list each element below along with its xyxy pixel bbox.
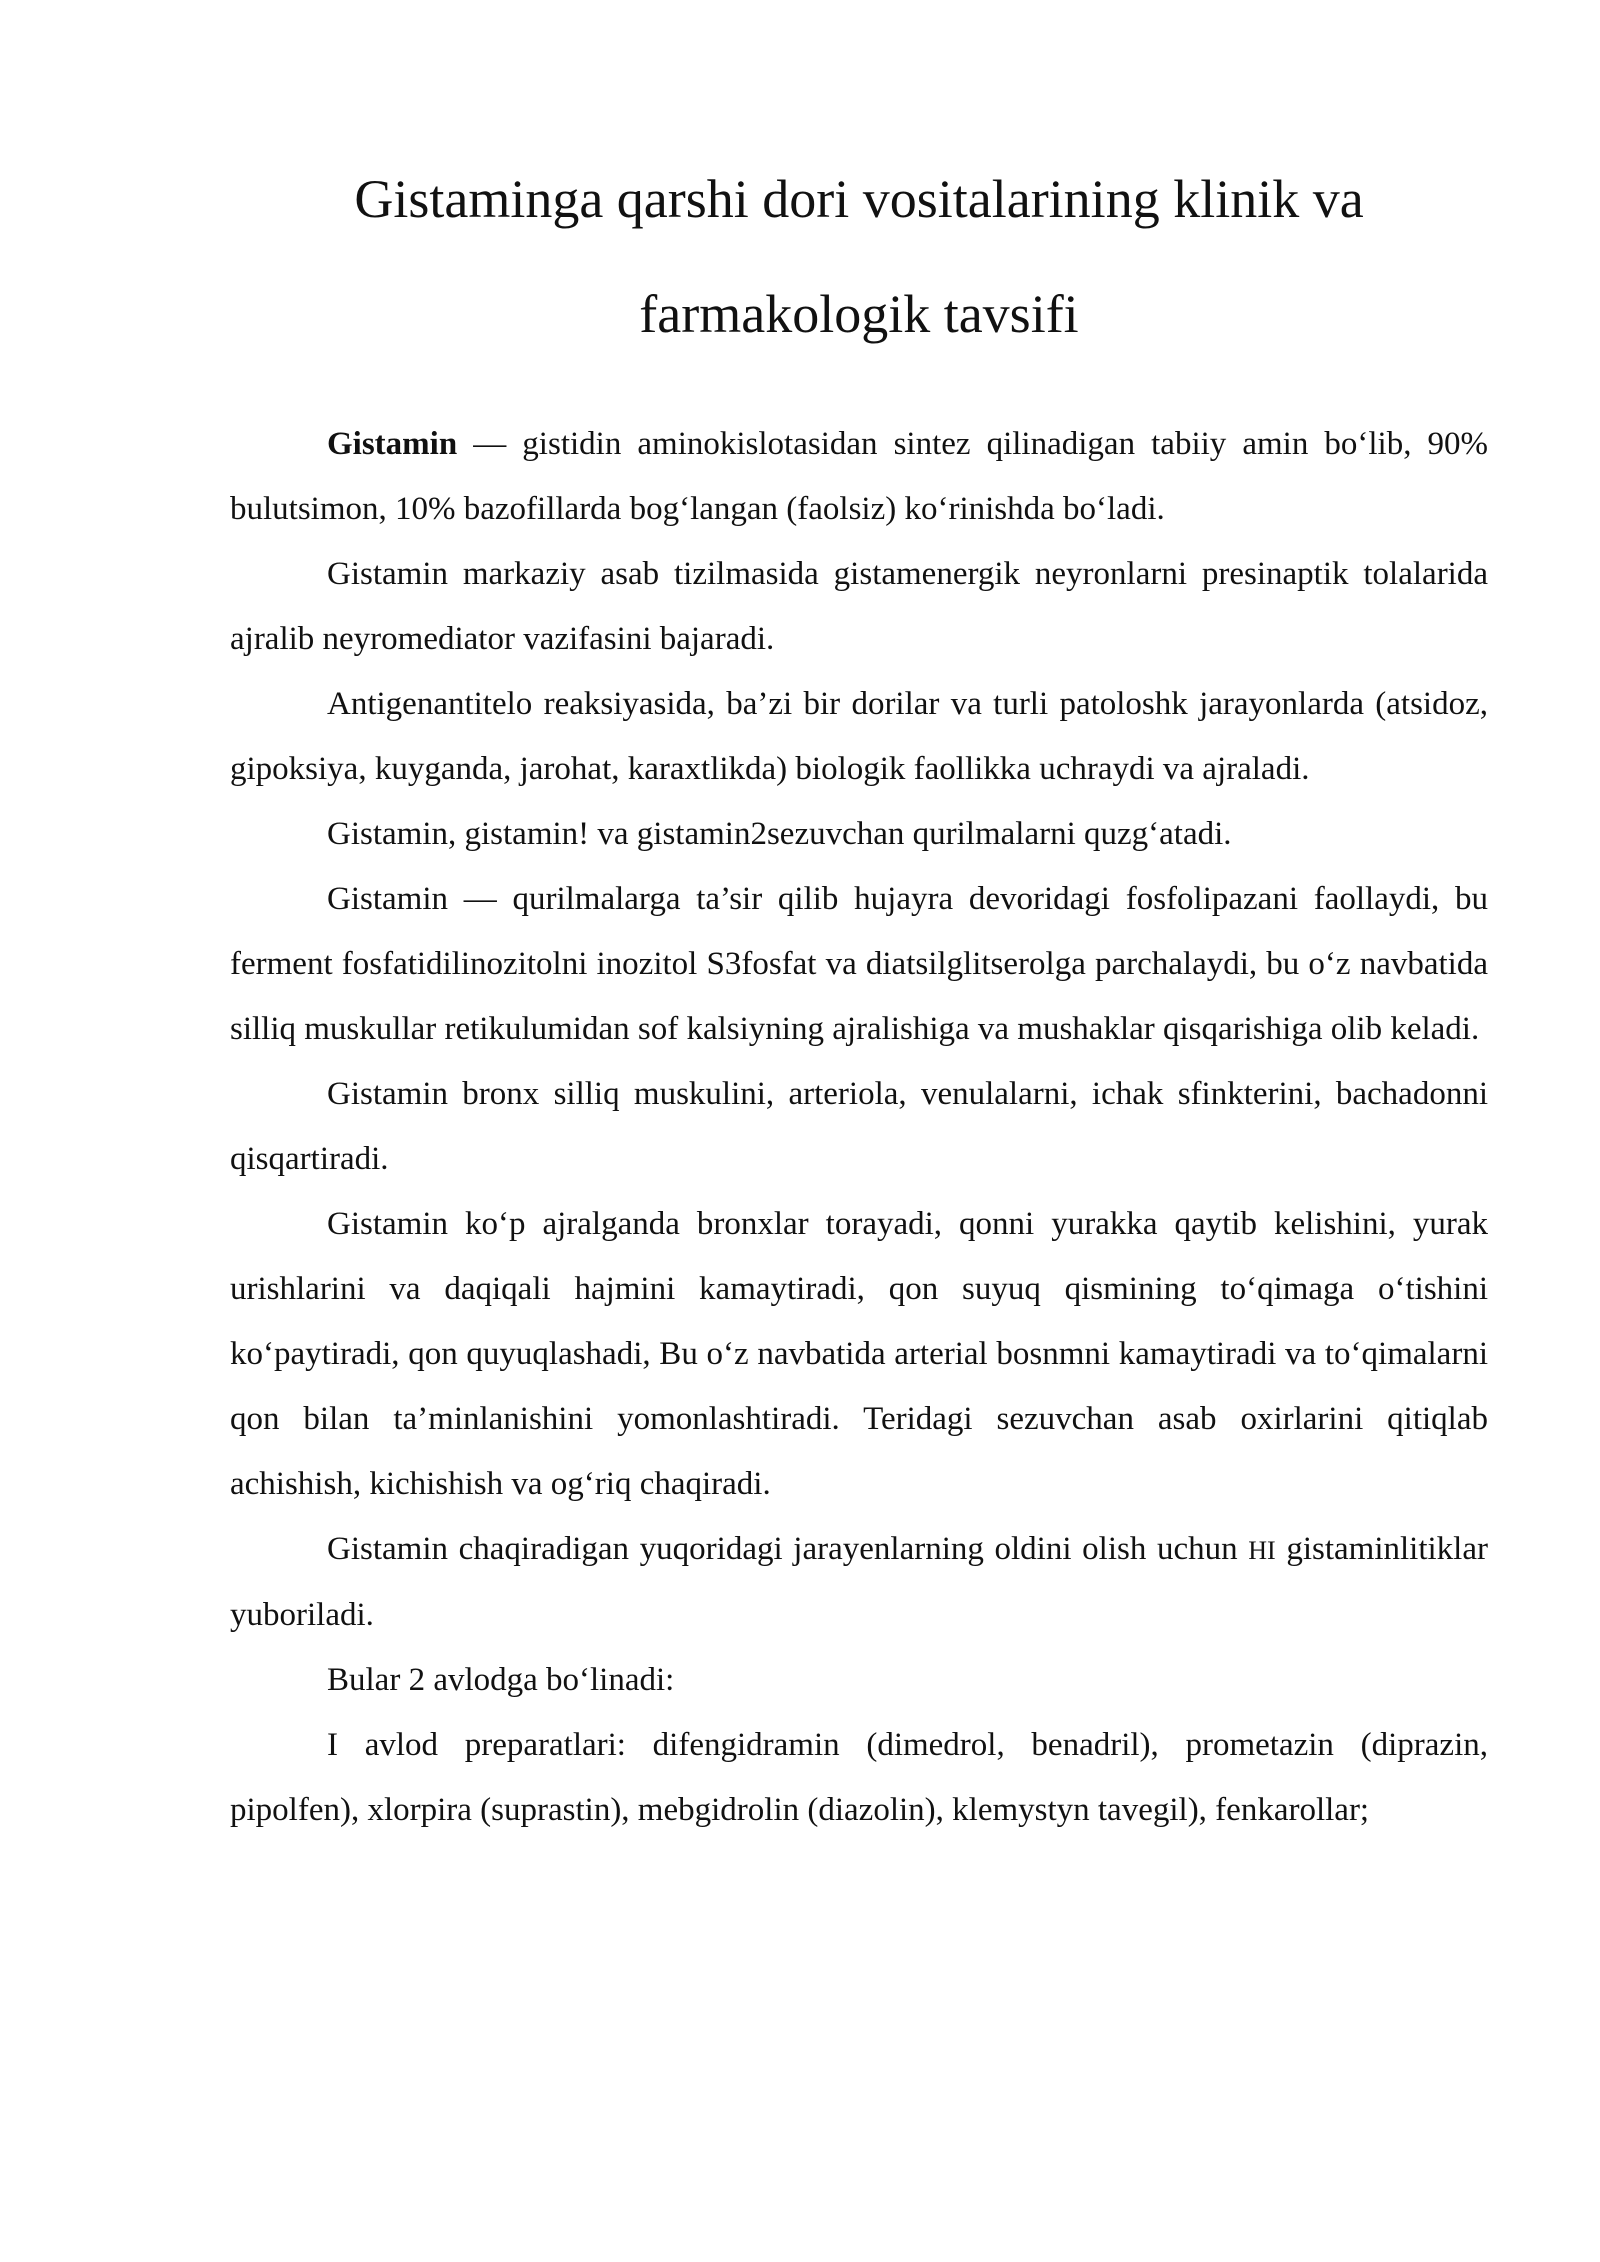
document-title: Gistaminga qarshi dori vositalarining klinik va farmakologik tavsifi: [354, 169, 1364, 344]
paragraph-text: Antigenantitelo reaksiyasida, ba’zi bir dorilar va turli patoloshk jarayonlarda (atsidoz, gipoksiya, kuyganda, jarohat, karaxtlikda) biologik faollikka uchraydi va ajraladi.: [230, 686, 1488, 787]
paragraph-text: Gistamin, gistamin! va gistamin2sezuvchan qurilmalarni quzg‘atadi.: [327, 816, 1232, 852]
paragraph-text: Gistamin — qurilmalarga ta’sir qilib hujayra devoridagi fosfolipazani faollaydi, bu ferment fosfatidilinozitolni inozitol S3fosfat va diatsilglitserolga parchalaydi, bu o‘z navbatida silliq muskullar retikulumidan sof kalsiyning ajralishiga va mushaklar qisqarishiga olib keladi.: [230, 881, 1488, 1047]
document-body: [230, 412, 1488, 1843]
paragraph-text: — gistidin aminokislotasidan sintez qilinadigan tabiiy amin bo‘lib, 90% bulutsimon, 10% bazofillarda bog‘langan (faolsiz) ko‘rinishda bo‘ladi.: [230, 426, 1488, 527]
paragraph-text: gistaminlitiklar yuboriladi.: [230, 1531, 1488, 1633]
paragraph-text: Gistamin chaqiradigan yuqoridagi jarayenlarning oldini olish uchun: [327, 1531, 1249, 1567]
paragraph-text: Gistamin bronx silliq muskulini, arteriola, venulalarni, ichak sfinkterini, bachadonni qisqartiradi.: [230, 1076, 1488, 1177]
paragraph-gistaminlitiklar: [230, 1517, 1488, 1648]
paragraph-text: I avlod preparatlari: difengidramin (dimedrol, benadril), prometazin (diprazin, pipolfen), xlorpira (suprastin), mebgidrolin (diazolin), klemystyn tavegil), fenkarollar;: [230, 1727, 1488, 1828]
paragraph-text: Gistamin markaziy asab tizilmasida gistamenergik neyronlarni presinaptik tolalarida ajralib neyromediator vazifasini bajaradi.: [230, 556, 1488, 657]
bold-term: Gistamin: [327, 426, 458, 462]
paragraph-text: Bular 2 avlodga bo‘linadi:: [327, 1662, 675, 1698]
receptor-label: HI: [1248, 1536, 1276, 1565]
paragraph-text: Gistamin ko‘p ajralganda bronxlar torayadi, qonni yurakka qaytib kelishini, yurak urishlarini va daqiqali hajmini kamaytiradi, qon suyuq qismining to‘qimaga o‘tishini ko‘paytiradi, qon quyuqlashadi, Bu o‘z navbatida arterial bosnmni kamaytiradi va to‘qimalarni qon bilan ta’minlanishini yomonlashtiradi. Teridagi sezuvchan asab oxirlarini qitiqlab achishish, kichishish va og‘riq chaqiradi.: [230, 1206, 1488, 1502]
paragraph-gistamin-definition: [230, 412, 1488, 542]
